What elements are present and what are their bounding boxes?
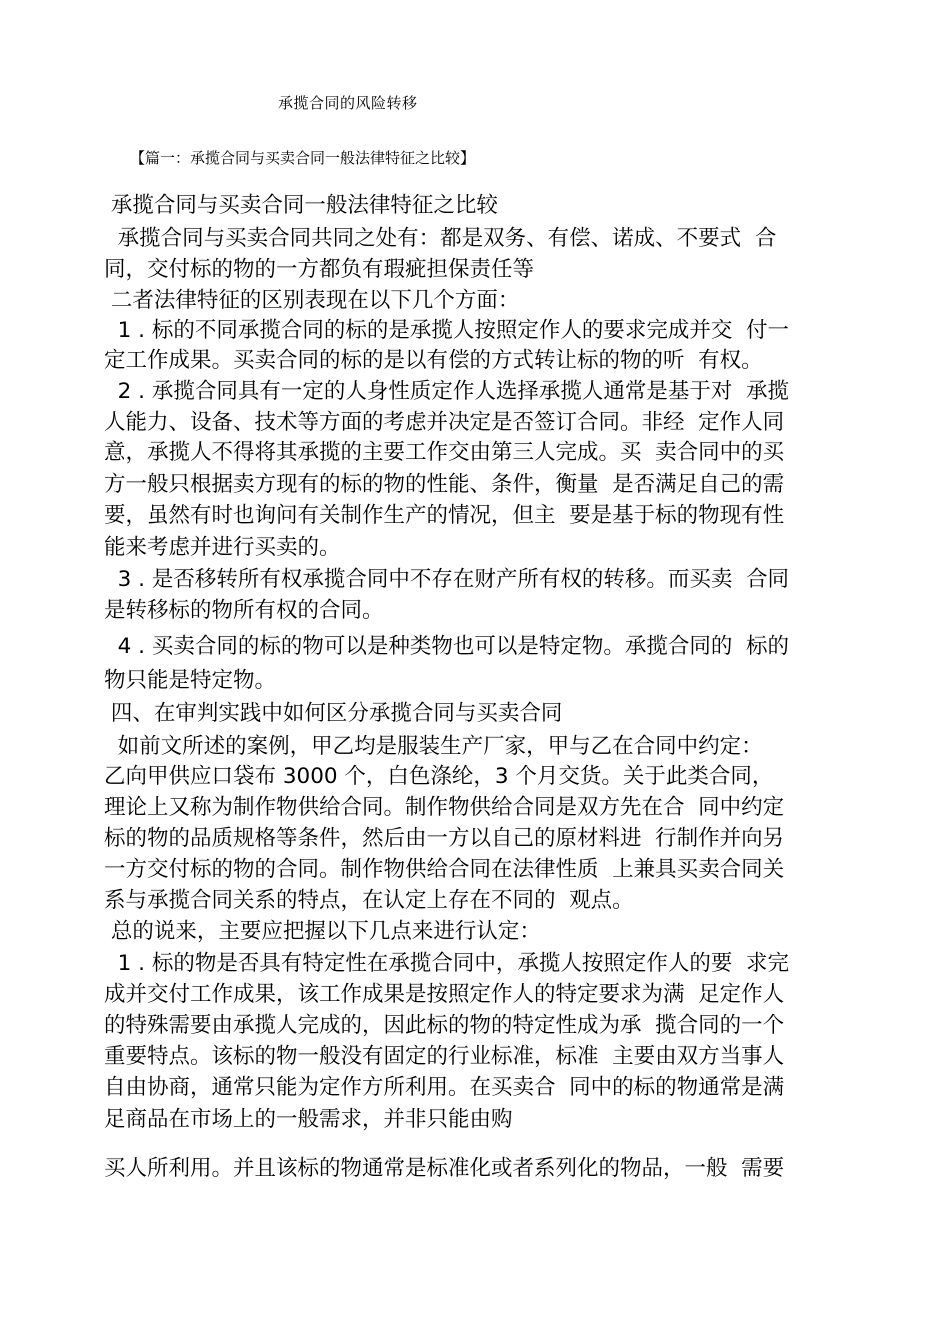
text-line: 4 . 买卖合同的标的物可以是种类物也可以是特定物。承揽合同的 标的 <box>104 634 790 659</box>
text-line: 同，交付标的物的一方都负有瑕疵担保责任等 <box>104 257 535 282</box>
text-line: 系与承揽合同关系的特点，在认定上存在不同的 观点。 <box>104 888 634 913</box>
text-line: 承揽合同与买卖合同共同之处有：都是双务、有偿、诺成、不要式 合 <box>104 226 777 251</box>
text-line: 能来考虑并进行买卖的。 <box>104 535 341 560</box>
text-line: 一方交付标的物的合同。制作物供给合同在法律性质 上兼具买卖合同关 <box>104 857 785 882</box>
text-line: 总的说来，主要应把握以下几点来进行认定： <box>104 919 541 944</box>
text-line: 成并交付工作成果，该工作成果是按照定作人的特定要求为满 足定作人 <box>104 982 785 1007</box>
text-line: 人能力、设备、技术等方面的考虑并决定是否签订合同。非经 定作人同 <box>104 410 785 435</box>
text-line: 买人所利用。并且该标的物通常是标准化或者系列化的物品，一般 需要 <box>104 1156 785 1181</box>
text-line: 四、在审判实践中如何区分承揽合同与买卖合同 <box>104 701 563 726</box>
text-line: 重要特点。该标的物一般没有固定的行业标准，标准 主要由双方当事人 <box>104 1044 785 1069</box>
text-line: 方一般只根据卖方现有的标的物的性能、条件，衡量 是否满足自己的需 <box>104 472 785 497</box>
text-line: 1 . 标的物是否具有特定性在承揽合同中，承揽人按照定作人的要 求完 <box>104 951 790 976</box>
text-line: 3 . 是否移转所有权承揽合同中不存在财产所有权的转移。而买卖 合同 <box>104 567 790 592</box>
text-line: 承揽合同与买卖合同一般法律特征之比较 <box>104 193 498 218</box>
text-line: 足商品在市场上的一般需求，并非只能由购 <box>104 1107 513 1132</box>
text-line: 乙向甲供应口袋布 3000 个，白色涤纶，3 个月交货。关于此类合同， <box>104 764 774 789</box>
text-line: 意，承揽人不得将其承揽的主要工作交由第三人完成。买 卖合同中的买 <box>104 440 785 465</box>
section-header: 【篇一：承揽合同与买卖合同一般法律特征之比较】 <box>130 149 476 167</box>
text-line: 物只能是特定物。 <box>104 668 277 693</box>
text-line: 二者法律特征的区别表现在以下几个方面： <box>104 288 520 313</box>
text-line: 2 . 承揽合同具有一定的人身性质定作人选择承揽人通常是基于对 承揽 <box>104 379 790 404</box>
text-line: 标的物的品质规格等条件，然后由一方以自己的原材料进 行制作并向另 <box>104 826 785 851</box>
text-line: 是转移标的物所有权的合同。 <box>104 598 384 623</box>
text-line: 的特殊需要由承揽人完成的，因此标的物的特定性成为承 揽合同的一个 <box>104 1013 785 1038</box>
text-line: 理论上又称为制作物供给合同。制作物供给合同是双方先在合 同中约定 <box>104 795 785 820</box>
text-line: 1 . 标的不同承揽合同的标的是承揽人按照定作人的要求完成并交 付一 <box>104 318 790 343</box>
text-line: 自由协商，通常只能为定作方所利用。在买卖合 同中的标的物通常是满 <box>104 1075 785 1100</box>
text-line: 定工作成果。买卖合同的标的是以有偿的方式转让标的物的听 有权。 <box>104 348 763 373</box>
text-line: 要，虽然有时也询问有关制作生产的情况，但主 要是基于标的物现有性 <box>104 503 785 528</box>
document-title: 承揽合同的风险转移 <box>278 94 418 112</box>
text-line: 如前文所述的案例，甲乙均是服装生产厂家，甲与乙在合同中约定： <box>104 734 763 759</box>
